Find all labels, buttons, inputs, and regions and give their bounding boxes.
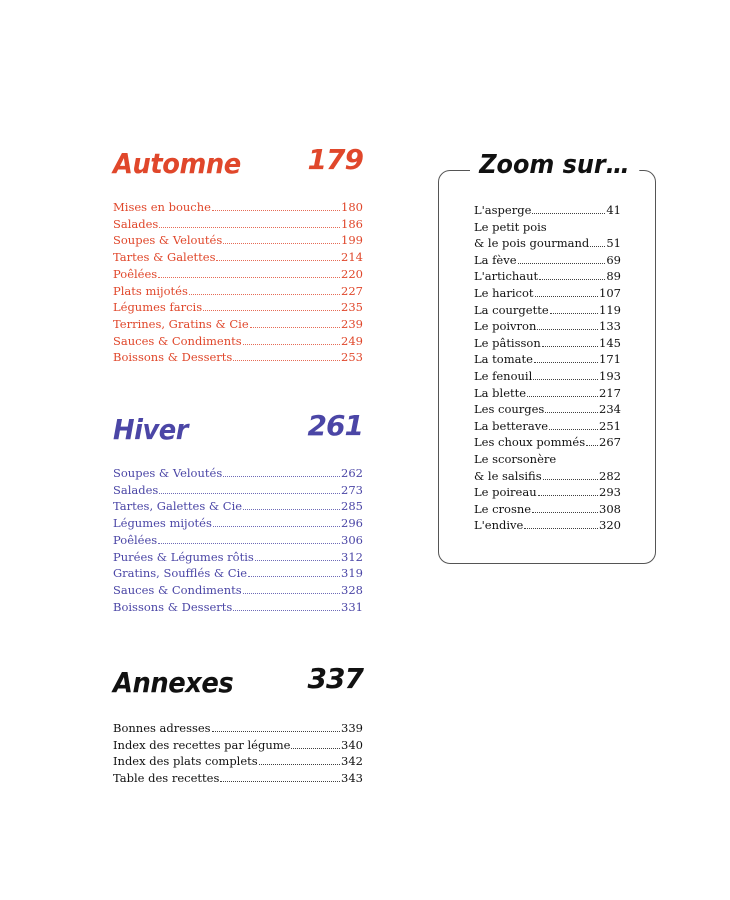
toc-entry [474, 434, 621, 451]
toc-entry-label: Gratins, Soufflés & Cie [113, 566, 248, 581]
toc-entry-label: & le salsifis [474, 468, 542, 483]
dot-leader [158, 277, 340, 278]
toc-entry [113, 549, 363, 566]
dot-leader [538, 495, 598, 496]
dot-leader [223, 476, 340, 477]
dot-leader [203, 310, 340, 311]
dot-leader [534, 362, 598, 363]
toc-entry-label: Purées & Légumes rôtis [113, 549, 254, 564]
toc-entry-label: Boissons & Desserts [113, 599, 233, 614]
toc-entry [474, 418, 621, 435]
dot-leader [248, 576, 340, 577]
toc-entry-page: 41 [606, 203, 621, 217]
toc-entry-page: 214 [341, 250, 363, 265]
dot-leader [586, 445, 598, 446]
toc-entry-label: L'asperge [474, 203, 532, 217]
toc-entry [113, 737, 363, 754]
dot-leader [212, 731, 340, 732]
toc-entry-label: Légumes farcis [113, 300, 203, 315]
toc-entry-label: La blette [474, 385, 527, 400]
toc-entry-page: 217 [599, 385, 621, 400]
section-title: Automne [113, 147, 241, 180]
toc-entry-page: 199 [341, 233, 363, 248]
dot-leader [250, 327, 340, 328]
toc-entry [113, 249, 363, 266]
toc-entry-page: 273 [341, 482, 363, 497]
toc-entry [113, 770, 363, 787]
toc-entry-page: 308 [599, 501, 621, 516]
toc-entry [113, 333, 363, 350]
dot-leader [233, 360, 340, 361]
toc-entry-page: 253 [341, 350, 363, 365]
toc-entry [113, 216, 363, 233]
toc-entry-page: 193 [599, 368, 621, 383]
toc-entry-label: Le poivron [474, 319, 537, 334]
toc-entry [474, 468, 621, 485]
toc-list [113, 199, 363, 366]
toc-entry-label: Le haricot [474, 285, 534, 300]
toc-entry [474, 285, 621, 302]
toc-entry-page: 285 [341, 499, 363, 514]
toc-entry-page: 239 [341, 316, 363, 331]
toc-entry-page: 319 [341, 566, 363, 581]
toc-entry-page: 171 [599, 352, 621, 367]
toc-entry-label: Le scorsonère [474, 451, 557, 466]
toc-entry-page: 340 [341, 737, 363, 752]
toc-entry [474, 235, 621, 252]
dot-leader [543, 479, 598, 480]
toc-entry-label: Le petit pois [474, 219, 547, 234]
dot-leader [524, 528, 598, 529]
toc-entry-label: & le pois gourmand [474, 236, 590, 251]
toc-entry-page: 107 [599, 285, 621, 300]
toc-entry [474, 302, 621, 319]
toc-entry-label: La betterave [474, 418, 549, 433]
toc-entry-page: 89 [606, 269, 621, 284]
toc-entry-page: 51 [606, 236, 621, 251]
toc-entry [474, 268, 621, 285]
zoom-title: Zoom sur… [470, 150, 639, 180]
toc-entry-page: 119 [599, 302, 621, 317]
dot-leader [216, 260, 340, 261]
toc-entry-label: L'endive [474, 518, 524, 533]
toc-entry [113, 720, 363, 737]
toc-entry [113, 482, 363, 499]
toc-entry [113, 299, 363, 316]
toc-entry-page: 296 [341, 516, 363, 531]
toc-entry [474, 517, 621, 534]
section-winter [113, 409, 363, 615]
toc-entry-label: Les choux pommés [474, 435, 586, 450]
dot-leader [550, 313, 598, 314]
toc-entry [113, 465, 363, 482]
toc-entry [474, 318, 621, 335]
dot-leader [535, 296, 599, 297]
toc-entry-label: Soupes & Veloutés [113, 466, 223, 480]
toc-entry [113, 232, 363, 249]
section-title: Hiver [113, 413, 189, 446]
toc-entry [113, 515, 363, 532]
toc-entry-label: Sauces & Condiments [113, 333, 242, 348]
toc-entry-page: 133 [599, 319, 621, 334]
dot-leader [532, 213, 605, 214]
dot-leader [590, 246, 605, 247]
toc-entry [113, 599, 363, 616]
dot-leader [159, 493, 340, 494]
dot-leader [159, 227, 340, 228]
toc-entry-page: 312 [341, 549, 363, 564]
toc-entry-page: 293 [599, 485, 621, 500]
toc-entry [113, 283, 363, 300]
toc-entry-label: Le crosne [474, 501, 532, 516]
toc-entry [474, 501, 621, 518]
toc-entry-label: Table des recettes [113, 770, 220, 785]
toc-entry [113, 532, 363, 549]
toc-entry-label: Boissons & Desserts [113, 350, 233, 365]
toc-entry-label: Plats mijotés [113, 283, 188, 298]
dot-leader [542, 346, 598, 347]
dot-leader [243, 593, 340, 594]
dot-leader [259, 764, 340, 765]
toc-entry [474, 252, 621, 269]
dot-leader [233, 610, 340, 611]
toc-entry-label: La fève [474, 252, 517, 267]
toc-entry-label: Légumes mijotés [113, 516, 212, 531]
toc-entry-page: 328 [341, 582, 363, 597]
toc-entry-page: 306 [341, 532, 363, 547]
toc-entry [113, 349, 363, 366]
toc-list [113, 465, 363, 615]
toc-entry [113, 582, 363, 599]
toc-entry-label: L'artichaut [474, 269, 539, 284]
toc-entry-page: 220 [341, 266, 363, 281]
toc-list [113, 720, 363, 786]
section-page-number: 261 [307, 409, 363, 442]
toc-entry-page: 69 [606, 252, 621, 267]
section-page-number: 179 [307, 143, 363, 176]
dot-leader [243, 344, 340, 345]
section-header [113, 143, 363, 187]
toc-entry-label: Bonnes adresses [113, 721, 211, 735]
dot-leader [518, 263, 606, 264]
toc-entry-page: 251 [599, 418, 621, 433]
section-page-number: 337 [307, 662, 363, 695]
toc-entry-page: 331 [341, 599, 363, 614]
toc-entry-label: Soupes & Veloutés [113, 233, 223, 248]
section-title: Annexes [113, 666, 234, 699]
dot-leader [220, 781, 340, 782]
toc-entry-page: 235 [341, 300, 363, 315]
dot-leader [545, 412, 598, 413]
toc-entry-page: 227 [341, 283, 363, 298]
toc-entry [474, 351, 621, 368]
toc-entry-page: 249 [341, 333, 363, 348]
dot-leader [213, 526, 340, 527]
dot-leader [537, 329, 598, 330]
toc-entry-page: 267 [599, 435, 621, 450]
dot-leader [243, 509, 340, 510]
toc-entry [113, 565, 363, 582]
toc-entry-label: Le fenouil [474, 368, 533, 383]
dot-leader [291, 748, 340, 749]
toc-entry-page: 320 [599, 518, 621, 533]
toc-entry-label: La tomate [474, 352, 533, 367]
toc-entry-label: Tartes, Galettes & Cie [113, 499, 243, 514]
toc-entry [474, 335, 621, 352]
dot-leader [549, 429, 598, 430]
dot-leader [158, 543, 340, 544]
zoom-list [474, 202, 621, 534]
toc-entry-page: 282 [599, 468, 621, 483]
toc-entry [474, 368, 621, 385]
toc-entry-label: Le pâtisson [474, 335, 541, 350]
toc-entry [474, 202, 621, 219]
toc-entry [474, 484, 621, 501]
section-header [113, 662, 363, 706]
toc-entry-label: Sauces & Condiments [113, 582, 242, 597]
toc-entry [474, 385, 621, 402]
dot-leader [223, 243, 340, 244]
section-autumn [113, 143, 363, 366]
toc-entry-label: Poêlées [113, 532, 158, 547]
section-header [113, 409, 363, 453]
toc-entry-label: Mises en bouche [113, 200, 211, 214]
toc-entry-label: Poêlées [113, 266, 158, 281]
toc-entry-label: La courgette [474, 302, 549, 317]
toc-entry-page: 180 [341, 200, 363, 214]
dot-leader [533, 379, 598, 380]
toc-entry-label: Les courges [474, 402, 545, 417]
toc-entry-page: 145 [599, 335, 621, 350]
toc-entry [113, 199, 363, 216]
dot-leader [527, 396, 598, 397]
toc-entry [113, 753, 363, 770]
dot-leader [189, 294, 340, 295]
dot-leader [539, 279, 605, 280]
toc-entry [474, 401, 621, 418]
toc-entry-page: 262 [341, 466, 363, 480]
toc-entry-label: Terrines, Gratins & Cie [113, 316, 249, 331]
dot-leader [212, 210, 340, 211]
toc-entry-page: 234 [599, 402, 621, 417]
toc-entry [113, 266, 363, 283]
toc-entry-label: Tartes & Galettes [113, 250, 216, 265]
toc-entry-label: Le poireau [474, 485, 537, 500]
dot-leader [532, 512, 598, 513]
toc-entry [113, 498, 363, 515]
toc-entry-page: 342 [341, 754, 363, 768]
toc-entry-label: Index des recettes par légume [113, 737, 291, 752]
toc-entry [113, 316, 363, 333]
toc-entry-page: 339 [341, 721, 363, 735]
toc-entry-label: Salades [113, 482, 159, 497]
section-annex [113, 662, 363, 786]
toc-entry-label: Index des plats complets [113, 754, 258, 768]
toc-entry-page: 186 [341, 216, 363, 231]
dot-leader [255, 560, 340, 561]
toc-entry-label: Salades [113, 216, 159, 231]
toc-entry-page: 343 [341, 770, 363, 785]
